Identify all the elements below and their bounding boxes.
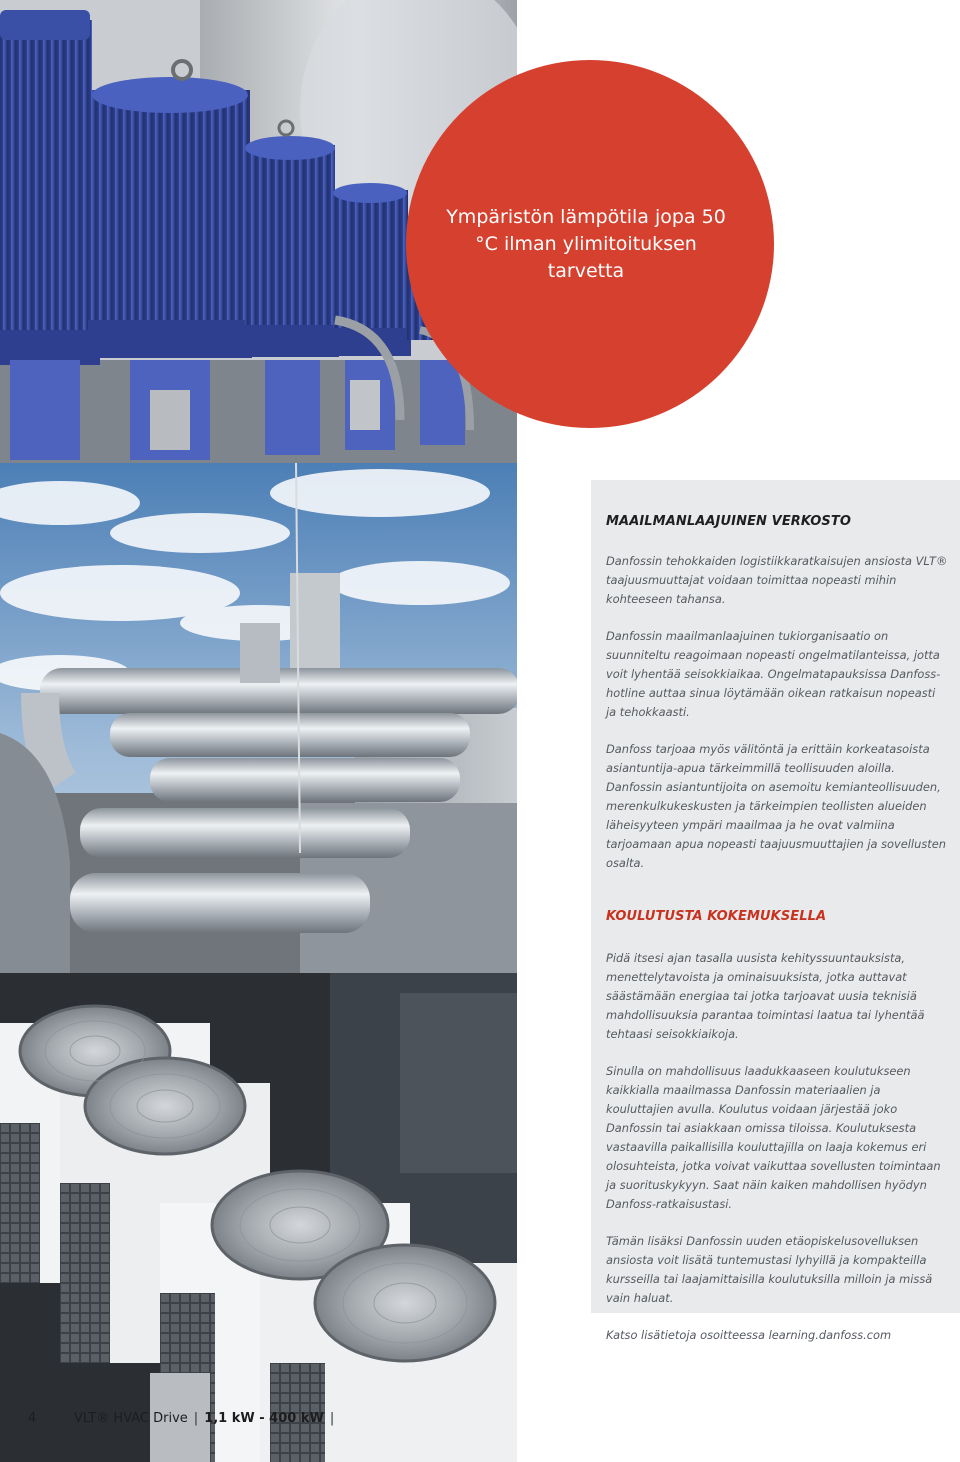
footer-separator-end: | (329, 1410, 335, 1426)
page-footer (28, 1408, 340, 1428)
paragraph: Tämän lisäksi Danfossin uuden etäopiskelusovelluksen ansiosta voit lisätä tuntemustasi lyhyillä ja kompakteilla kursseilla tai laajamittaisilla koulutuksilla milloin ja missä vain haluat. (606, 1234, 933, 1305)
footer-separator: | (193, 1410, 199, 1426)
paragraph: Sinulla on mahdollisuus laadukkaaseen koulutukseen kaikkialla maailmassa Danfossin materiaalien ja kouluttajien avulla. Koulutus voidaan järjestää joko Danfossin tai asiakkaan omissa tiloissa. Koulutuksesta vastaavilla paikallisilla kouluttajilla on laaja kokemus eri olosuhteista, jotka voivat vaikuttaa sovellusten toimintaan ja suorituskykyyn. Saat näin kaiken mahdollisen hyödyn Danfoss-ratkaisustasi. (606, 1064, 941, 1211)
paragraph: Danfossin tehokkaiden logistiikkaratkaisujen ansiosta VLT® taajuusmuuttajat voidaan toimittaa nopeasti mihin kohteeseen tahansa. (606, 554, 948, 606)
link-text[interactable]: Katso lisätietoja osoitteessa learning.danfoss.com (606, 1328, 892, 1342)
section-heading-training: KOULUTUSTA KOKEMUKSELLA (606, 909, 827, 924)
paragraph: Pidä itsesi ajan tasalla uusista kehityssuuntauksista, menettelytavoista ja ominaisuuksista, jotka auttavat säästämään energiaa tai jotka tarjoavat uusia teknisiä mahdollisuuksia parantaa toimintasi laatua tai lyhentää tehtaasi seisokkiaikoja. (606, 951, 925, 1041)
photo-rooftop-ducts (0, 463, 517, 973)
footer-product: VLT® HVAC Drive (74, 1410, 188, 1426)
page-number: 4 (28, 1410, 37, 1426)
info-panel (591, 480, 960, 1342)
paragraph: Danfoss tarjoaa myös välitöntä ja erittäin korkeatasoista asiantuntija-apua tärkeimmillä teollisuuden aloilla. Danfossin asiantuntijoita on asemoitu kemianteollisuuden, merenkulkukeskusten ja tärkeimpien teollisten alueiden läheisyyteen ympäri maailmaa ja he ovat valmiina tarjoamaan apua nopeasti taajuusmuuttajien ja sovellusten osalta. (606, 742, 946, 870)
photo-condenser-fans (0, 973, 517, 1462)
callout-text: Ympäristön lämpötila jopa 50 °C ilman ylimitoituksen tarvetta (446, 206, 726, 282)
info-panel-content (606, 514, 948, 1363)
footer-power-range: 1,1 kW - 400 kW (204, 1410, 324, 1426)
section-heading-global-network: MAAILMANLAAJUINEN VERKOSTO (606, 514, 851, 529)
paragraph: Danfossin maailmanlaajuinen tukiorganisaatio on suunniteltu reagoimaan nopeasti ongelmatilanteissa, jotta voit lyhentää seisokkiaikaa. Ongelmatapauksissa Danfoss-hotline auttaa sinua löytämään oikean ratkaisun nopeasti ja tehokkaasti. (606, 629, 941, 719)
